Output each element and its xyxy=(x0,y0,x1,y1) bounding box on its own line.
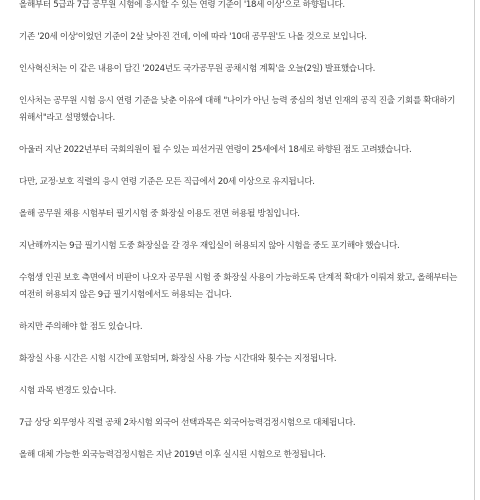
article-paragraph-1: 올해부터 5급과 7급 공무원 시험에 응시할 수 있는 연령 기준이 '18세 이상'으로 하향됩니다. xyxy=(19,0,345,10)
article-paragraph-7: 올해 공무원 채용 시험부터 필기시험 중 화장실 이용도 전면 허용될 방침입니다. xyxy=(19,209,300,219)
article-paragraph-12: 시험 과목 변경도 있습니다. xyxy=(19,386,116,396)
article-paragraph-10: 하지만 주의해야 할 점도 있습니다. xyxy=(19,322,143,332)
article-paragraph-13: 7급 상당 외무영사 직렬 공채 2차시험 외국어 선택과목은 외국어능력검정시험으로 대체됩니다. xyxy=(19,418,356,428)
article-body xyxy=(19,0,465,464)
article-paragraph-5: 아울러 지난 2022년부터 국회의원이 될 수 있는 피선거권 연령이 25세에서 18세로 하향된 점도 고려됐습니다. xyxy=(19,145,412,155)
article-paragraph-4: 인사처는 공무원 시험 응시 연령 기준을 낮춘 이유에 대해 "나이가 아닌 능력 중심의 청년 인재의 공직 진출 기회를 확대하기 위해서"라고 설명했습니다. xyxy=(19,96,456,123)
article-paragraph-2: 기존 '20세 이상'이었던 기준이 2살 낮아진 건데, 이에 따라 '10대 공무원'도 나올 것으로 보입니다. xyxy=(19,32,367,42)
article-paragraph-9: 수험생 인권 보호 측면에서 비판이 나오자 공무원 시험 중 화장실 사용이 가능하도록 단계적 확대가 이뤄져 왔고, 올해부터는 여전히 허용되지 않은 9급 필기시험에서도 허용되는 겁니다. xyxy=(19,273,458,300)
article-paragraph-6: 다만, 교정·보호 직렬의 응시 연령 기준은 모든 직급에서 20세 이상으로 유지됩니다. xyxy=(19,177,315,187)
article-paragraph-8: 지난해까지는 9급 필기시험 도중 화장실을 갈 경우 재입실이 허용되지 않아 시험을 중도 포기해야 했습니다. xyxy=(19,241,400,251)
article-paragraph-3: 인사혁신처는 이 같은 내용이 담긴 '2024년도 국가공무원 공채시험 계획'을 오늘(2일) 발표했습니다. xyxy=(19,64,376,74)
article-paragraph-14: 올해 대체 가능한 외국능력검정시험은 지난 2019년 이후 실시된 시험으로 한정됩니다. xyxy=(19,450,326,460)
page-edge-divider xyxy=(474,0,475,500)
article-paragraph-11: 화장실 사용 시간은 시험 시간에 포함되며, 화장실 사용 가능 시간대와 횟수는 지정됩니다. xyxy=(19,354,337,364)
